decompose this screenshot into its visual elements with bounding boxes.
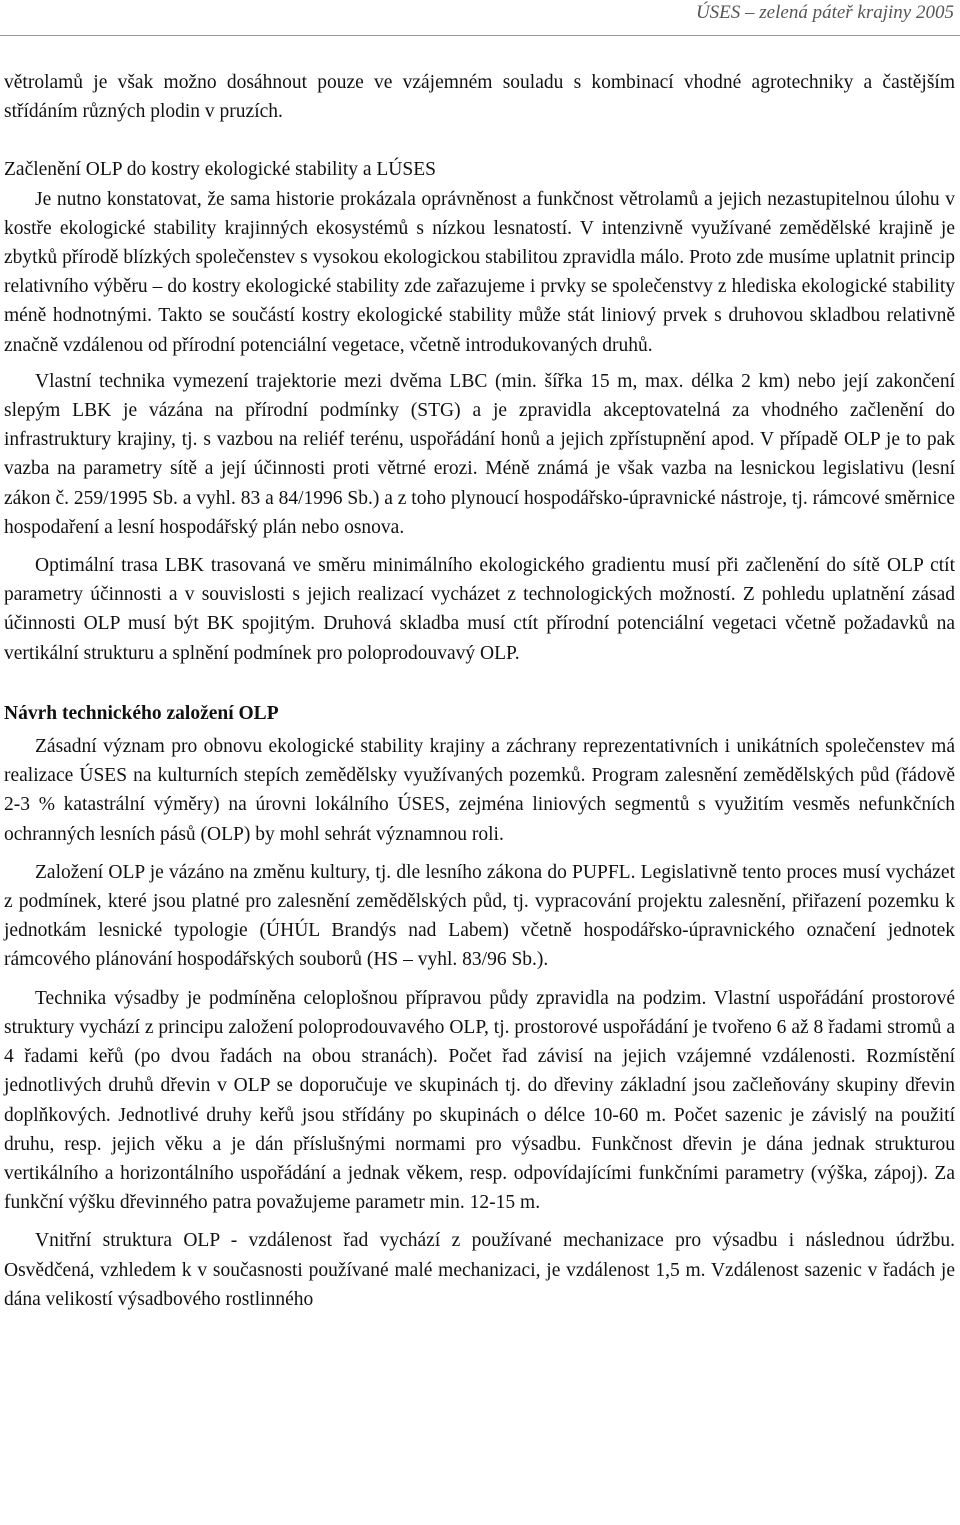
running-header: ÚSES – zelená páteř krajiny 2005 bbox=[695, 2, 954, 23]
body-text bbox=[4, 68, 955, 1314]
section-heading-technical-design: Návrh technického založení OLP bbox=[4, 702, 279, 724]
paragraph-intro: větrolamů je však možno dosáhnout pouze ve vzájemném souladu s kombinací vhodné agrotechniky a častějším střídáním různých plodin v pruzích. bbox=[4, 72, 955, 123]
paragraph-3: Optimální trasa LBK trasovaná ve směru minimálního ekologického gradientu musí při začlenění do sítě OLP ctít parametry účinnosti a v souvislosti s jejich realizací vycházet z technologických možností. Z pohledu uplatnění zásad účinnosti OLP musí být BK spojitým. Druhová skladba musí ctít přírodní potenciální vegetaci včetně požadavků na vertikální strukturu a splnění podmínek pro poloprodouvavý OLP. bbox=[4, 555, 955, 664]
paragraph-1: Je nutno konstatovat, že sama historie prokázala oprávněnost a funkčnost větrolamů a jejich nezastupitelnou úlohu v kostře ekologické stability krajinných ekosystémů s nízkou lesnatostí. V intenzivně využívané zemědělské krajině je zbytků přírodě blízkých společenstev s vysokou ekologickou stabilitou zpravidla málo. Proto zde musíme uplatnit princip relativního výběru – do kostry ekologické stability zde zařazujeme i prvky se společenstvy z hlediska ekologické stability méně hodnotnými. Takto se součástí kostry ekologické stability může stát liniový prvek s druhovou skladbou relativně značně vzdálenou od přírodní potenciální vegetace, včetně introdukovaných druhů. bbox=[4, 188, 955, 356]
paragraph-2: Vlastní technika vymezení trajektorie mezi dvěma LBC (min. šířka 15 m, max. délka 2 km) nebo její zakončení slepým LBK je vázána na přírodní podmínky (STG) a je zpravidla akceptovatelná za vhodného začlenění do infrastruktury krajiny, tj. s vazbou na reliéf terénu, uspořádání honů a jejich zpřístupnění apod. V případě OLP je to pak vazba na parametry sítě a její účinnosti proti větrné erozi. Méně známá je však vazba na lesnickou legislativu (lesní zákon č. 259/1995 Sb. a vyhl. 83 a 84/1996 Sb.) a z toho plynoucí hospodářsko-úpravnické nástroje, tj. rámcové směrnice hospodaření a lesní hospodářský plán nebo osnova. bbox=[4, 370, 955, 538]
header-rule bbox=[0, 35, 960, 36]
paragraph-5: Založení OLP je vázáno na změnu kultury, tj. dle lesního zákona do PUPFL. Legislativně tento proces musí vycházet z podmínek, které jsou platné pro zalesnění zemědělských půd, tj. vypracování projektu zalesnění, přiřazení pozemku k jednotkám lesnické typologie (ÚHÚL Brandýs nad Labem) včetně hospodářsko-úpravnického označení jednotek rámcového plánování hospodářských souborů (HS – vyhl. 83/96 Sb.). bbox=[4, 861, 955, 971]
paragraph-6: Technika výsadby je podmíněna celoplošnou přípravou půdy zpravidla na podzim. Vlastní uspořádání prostorové struktury vychází z principu založení poloprodouvavého OLP, tj. prostorové uspořádání je tvořeno 6 až 8 řadami stromů a 4 řadami keřů (po dvou řadách na obou stranách). Počet řad závisí na jejich vzájemné vzdálenosti. Rozmístění jednotlivých druhů dřevin v OLP se doporučuje ve skupinách tj. do dřeviny základní jsou začleňovány skupiny dřevin doplňkových. Jednotlivé druhy keřů jsou střídány po skupinách o délce 10-60 m. Počet sazenic je závislý na použití druhu, resp. jejich věku a je dán příslušnými normami pro výsadbu. Funkčnost dřevin je dána jednak strukturou vertikálního a horizontálního uspořádání a jednak věkem, resp. odpovídajícími funkčními parametry (výška, zápoj). Za funkční výšku dřevinného patra považujeme parametr min. 12-15 m. bbox=[4, 987, 955, 1214]
paragraph-7: Vnitřní struktura OLP - vzdálenost řad vychází z používané mechanizace pro výsadbu i následnou údržbu. Osvědčená, vzhledem k v současnosti používané malé mechanizaci, je vzdálenost 1,5 m. Vzdálenost sazenic v řadách je dána velikostí výsadbového rostlinného bbox=[4, 1230, 955, 1310]
paragraph-4: Zásadní význam pro obnovu ekologické stability krajiny a záchrany reprezentativních i unikátních společenstev má realizace ÚSES na kulturních stepích zemědělsky využívaných pozemků. Program zalesnění zemědělských půd (řádově 2-3 % katastrální výměry) na úrovni lokálního ÚSES, zejména liniových segmentů s využitím vesměs nefunkčních ochranných lesních pásů (OLP) by mohl sehrát významnou roli. bbox=[4, 736, 955, 845]
section-heading-olp-integration: Začlenění OLP do kostry ekologické stability a LÚSES bbox=[4, 159, 436, 181]
